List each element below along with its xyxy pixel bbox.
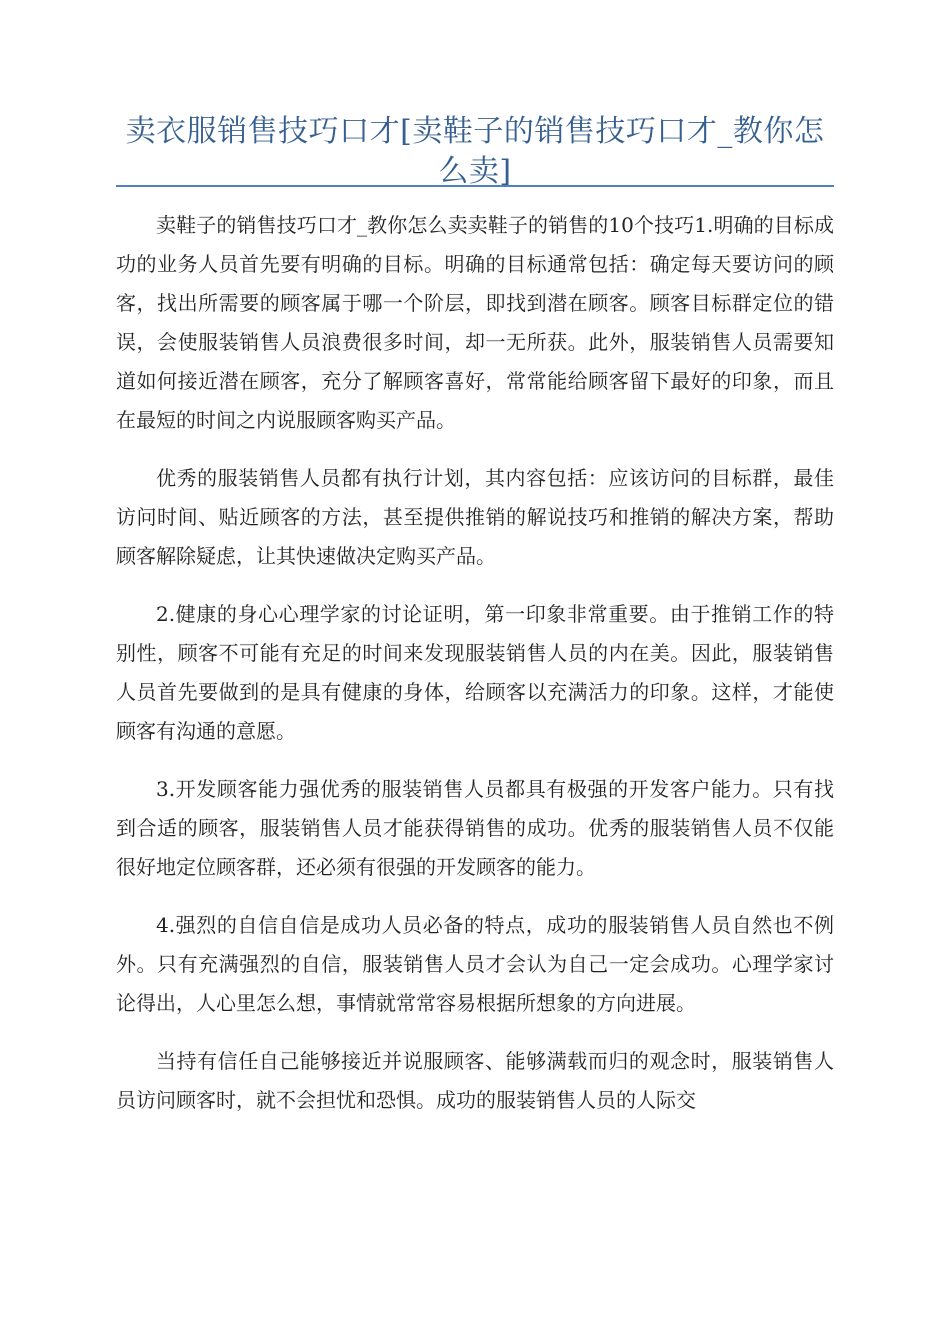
paragraph-6: 当持有信任自己能够接近并说服顾客、能够满载而归的观念时，服装销售人员访问顾客时，就不会担忧和恐惧。成功的服装销售人员的人际交	[116, 1049, 834, 1112]
paragraph-1: 卖鞋子的销售技巧口才_教你怎么卖卖鞋子的销售的10个技巧1.明确的目标成功的业务人员首先要有明确的目标。明确的目标通常包括：确定每天要访问的顾客，找出所需要的顾客属于哪一个阶层，即找到潜在顾客。顾客目标群定位的错误，会使服装销售人员浪费很多时间，却一无所获。此外，服装销售人员需要知道如何接近潜在顾客，充分了解顾客喜好，常常能给顾客留下最好的印象，而且在最短的时间之内说服顾客购买产品。	[116, 213, 834, 432]
paragraph-4: 3.开发顾客能力强优秀的服装销售人员都具有极强的开发客户能力。只有找到合适的顾客，服装销售人员才能获得销售的成功。优秀的服装销售人员不仅能很好地定位顾客群，还必须有很强的开发顾客的能力。	[116, 777, 834, 879]
paragraph-5: 4.强烈的自信自信是成功人员必备的特点，成功的服装销售人员自然也不例外。只有充满强烈的自信，服装销售人员才会认为自己一定会成功。心理学家讨论得出，人心里怎么想，事情就常常容易根据所想象的方向进展。	[116, 913, 834, 1015]
paragraph-3: 2.健康的身心心理学家的讨论证明，第一印象非常重要。由于推销工作的特别性，顾客不可能有充足的时间来发现服装销售人员的内在美。因此，服装销售人员首先要做到的是具有健康的身体，给顾客以充满活力的印象。这样，才能使顾客有沟通的意愿。	[116, 602, 834, 743]
document-body	[116, 206, 834, 1139]
paragraph-2: 优秀的服装销售人员都有执行计划，其内容包括：应该访问的目标群，最佳访问时间、贴近顾客的方法，甚至提供推销的解说技巧和推销的解决方案，帮助顾客解除疑虑，让其快速做决定购买产品。	[116, 466, 834, 568]
title-underline	[116, 185, 834, 187]
document-title: 卖衣服销售技巧口才[卖鞋子的销售技巧口才_教你怎么卖]	[125, 114, 825, 189]
